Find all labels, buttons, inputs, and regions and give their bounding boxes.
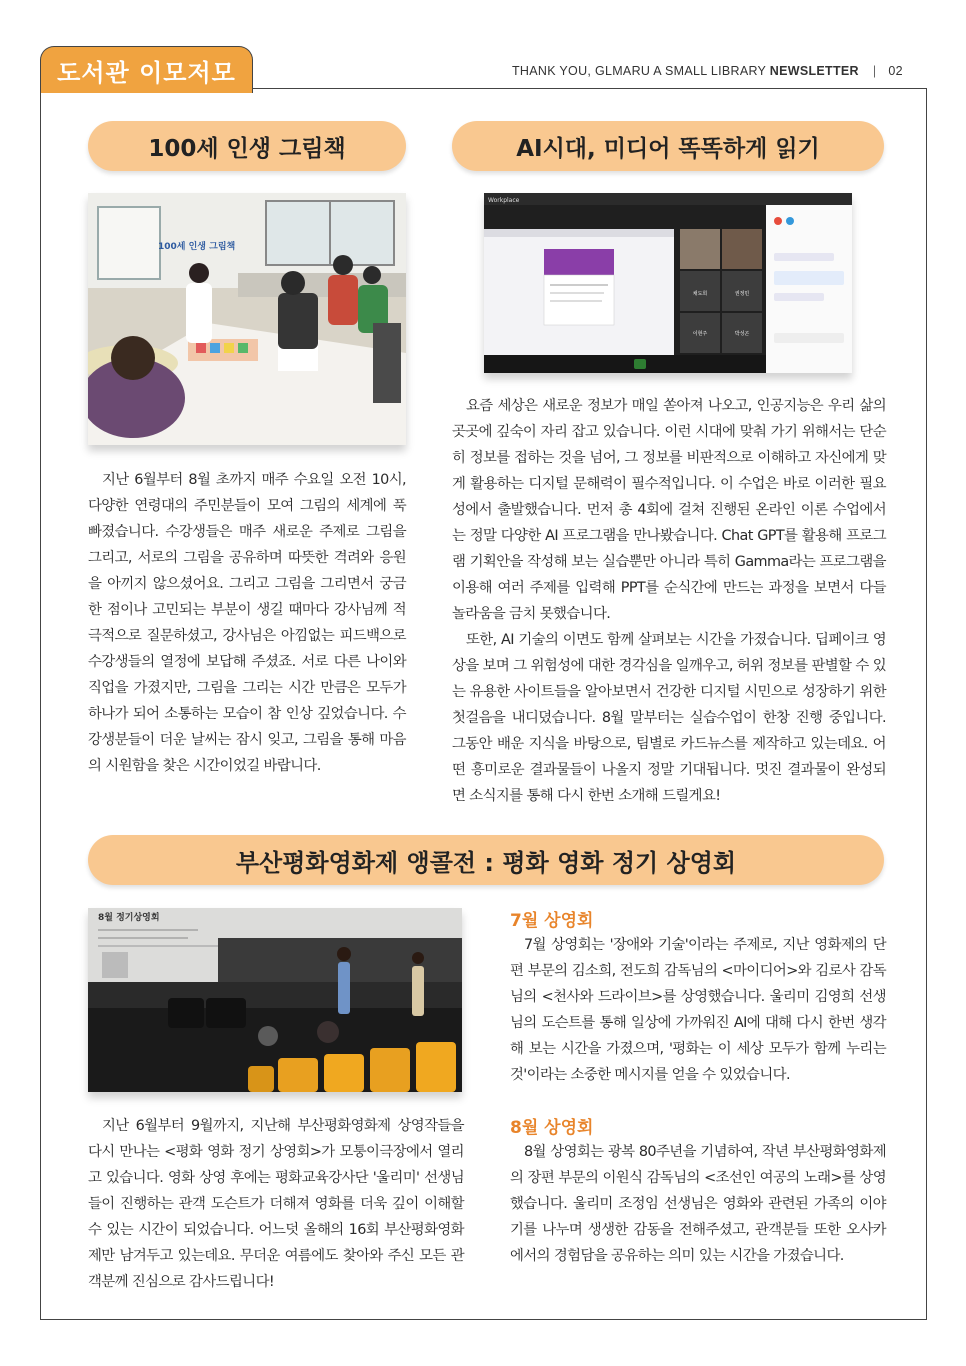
newsletter-label: NEWSLETTER: [769, 64, 859, 78]
article-title-ai-media: AI시대, 미디어 똑똑하게 읽기: [452, 121, 884, 171]
august-screening-body: [510, 1139, 886, 1269]
participant-name-1: 채도희: [692, 291, 708, 297]
video-meeting-illustration: [484, 193, 852, 373]
theater-illustration: [88, 908, 462, 1092]
participant-name-2: 권정민: [734, 291, 750, 297]
header-separator: |: [872, 64, 877, 78]
newsletter-header: [512, 64, 903, 78]
section-tab: 도서관 이모저모: [40, 46, 253, 93]
classroom-banner-text: 100세 인생 그림책: [158, 242, 236, 252]
film-screening-photo: [88, 908, 462, 1092]
peace-film-paragraph: 지난 6월부터 9월까지, 지난해 부산평화영화제 상영작들을 다시 만나는 <평화 영화 정기 상영회>가 모퉁이극장에서 열리고 있습니다. 영화 상영 후에는 평화교육강사단 '울리미' 선생님들이 진행하는 관객 도슨트가 더해져 영화를 더욱 깊이 이해할 수 있는 시간이 되었습니다. 어느덧 올해의 16회 부산평화영화제만 남겨두고 있는데요. 무더운 여름에도 찾아와 주신 모든 관객분께 진심으로 감사드립니다!: [88, 1118, 464, 1290]
drawing-class-illustration: [88, 193, 406, 445]
meeting-app-name: Workplace: [488, 197, 520, 204]
participant-name-4: 박성곤: [734, 331, 750, 337]
ai-media-paragraph-1: 요즘 세상은 새로운 정보가 매일 쏟아져 나오고, 인공지능은 우리 삶의 곳곳에 깊숙이 자리 잡고 있습니다. 이런 시대에 맞춰 가기 위해서는 단순히 정보를 접하는 것을 넘어, 그 정보를 비판적으로 이해하고 자신에게 맞게 활용하는 디지털 문해력이 필수적입니다. 이 수업은 바로 이러한 필요성에서 출발했습니다. 먼저 총 4회에 걸쳐 진행된 온라인 이론 수업에서는 정말 다양한 AI 프로그램을 만나봤습니다. Chat GPT를 활용해 프로그램 기획안을 작성해 보는 실습뿐만 아니라 특히 Gamma라는 프로그램을 이용해 여러 주제를 입력해 PPT를 순식간에 만드는 과정을 보면서 다들 놀라움을 금치 못했습니다.: [452, 398, 886, 622]
july-screening-paragraph: 7월 상영회는 '장애와 기술'이라는 주제로, 지난 영화제의 단편 부문의 김소희, 전도희 감독님의 <마이디어>와 김로사 감독님의 <천사와 드라이브>를 상영했습니다. 울리미 김영희 선생님의 도슨트를 통해 일상에 가까워진 AI에 대해 다시 한번 생각해 보는 시간을 가졌으며, '평화는 이 세상 모두가 함께 누리는 것'이라는 소중한 메시지를 얻을 수 있었습니다.: [510, 937, 886, 1083]
participant-name-3: 이현주: [692, 331, 708, 337]
newsletter-prefix: THANK YOU, GLMARU A SMALL LIBRARY: [512, 64, 770, 78]
screening-slide-title: 8월 정기상영회: [98, 913, 160, 923]
drawing-book-body: [88, 467, 406, 779]
august-screening-heading: 8월 상영회: [510, 1118, 594, 1138]
ai-media-paragraph-2: 또한, AI 기술의 이면도 함께 살펴보는 시간을 가졌습니다. 딥페이크 영상을 보며 그 위험성에 대한 경각심을 일깨우고, 허위 정보를 판별할 수 있는 유용한 사이트들을 알아보면서 건강한 디지털 시민으로 성장하기 위한 첫걸음을 내디뎠습니다. 8월 말부터는 실습수업이 한창 진행 중입니다. 그동안 배운 지식을 바탕으로, 팀별로 카드뉴스를 제작하고 있는데요. 어떤 흥미로운 결과물들이 나올지 정말 기대됩니다. 멋진 결과물이 완성되면 소식지를 통해 다시 한번 소개해 드릴게요!: [452, 632, 886, 804]
peace-film-body: [88, 1113, 464, 1295]
july-screening-body: [510, 932, 886, 1088]
article-title-peace-film: 부산평화영화제 앵콜전 : 평화 영화 정기 상영회: [88, 835, 884, 885]
online-class-screenshot: [484, 193, 852, 373]
article-title-drawing-book: 100세 인생 그림책: [88, 121, 406, 171]
ai-media-body: [452, 393, 886, 809]
july-screening-heading: 7월 상영회: [510, 911, 594, 931]
drawing-class-photo: [88, 193, 406, 445]
august-screening-paragraph: 8월 상영회는 광복 80주년을 기념하여, 작년 부산평화영화제의 장편 부문의 이원식 감독님의 <조선인 여공의 노래>를 상영했습니다. 울리미 조정임 선생님은 영화와 관련된 가족의 이야기를 나누며 생생한 감동을 전해주셨고, 관객분들 또한 오사카에서의 경험담을 공유하는 의미 있는 시간을 가졌습니다.: [510, 1144, 886, 1264]
drawing-book-paragraph: 지난 6월부터 8월 초까지 매주 수요일 오전 10시, 다양한 연령대의 주민분들이 모여 그림의 세계에 푹 빠졌습니다. 수강생들은 매주 새로운 주제로 그림을 그리고, 서로의 그림을 공유하며 따뜻한 격려와 응원을 아끼지 않으셨어요. 그리고 그림을 그리면서 궁금한 점이나 고민되는 부분이 생길 때마다 강사님께 적극적으로 질문하셨고, 강사님은 아낌없는 피드백으로 수강생들의 열정에 보답해 주셨죠. 서로 다른 나이와 직업을 가졌지만, 그림을 그리는 시간 만큼은 모두가 하나가 되어 소통하는 모습이 참 인상 깊었습니다. 수강생분들이 더운 날씨는 잠시 잊고, 그림을 통해 마음의 시원함을 찾은 시간이었길 바랍니다.: [88, 472, 406, 774]
page-number: 02: [888, 64, 903, 78]
